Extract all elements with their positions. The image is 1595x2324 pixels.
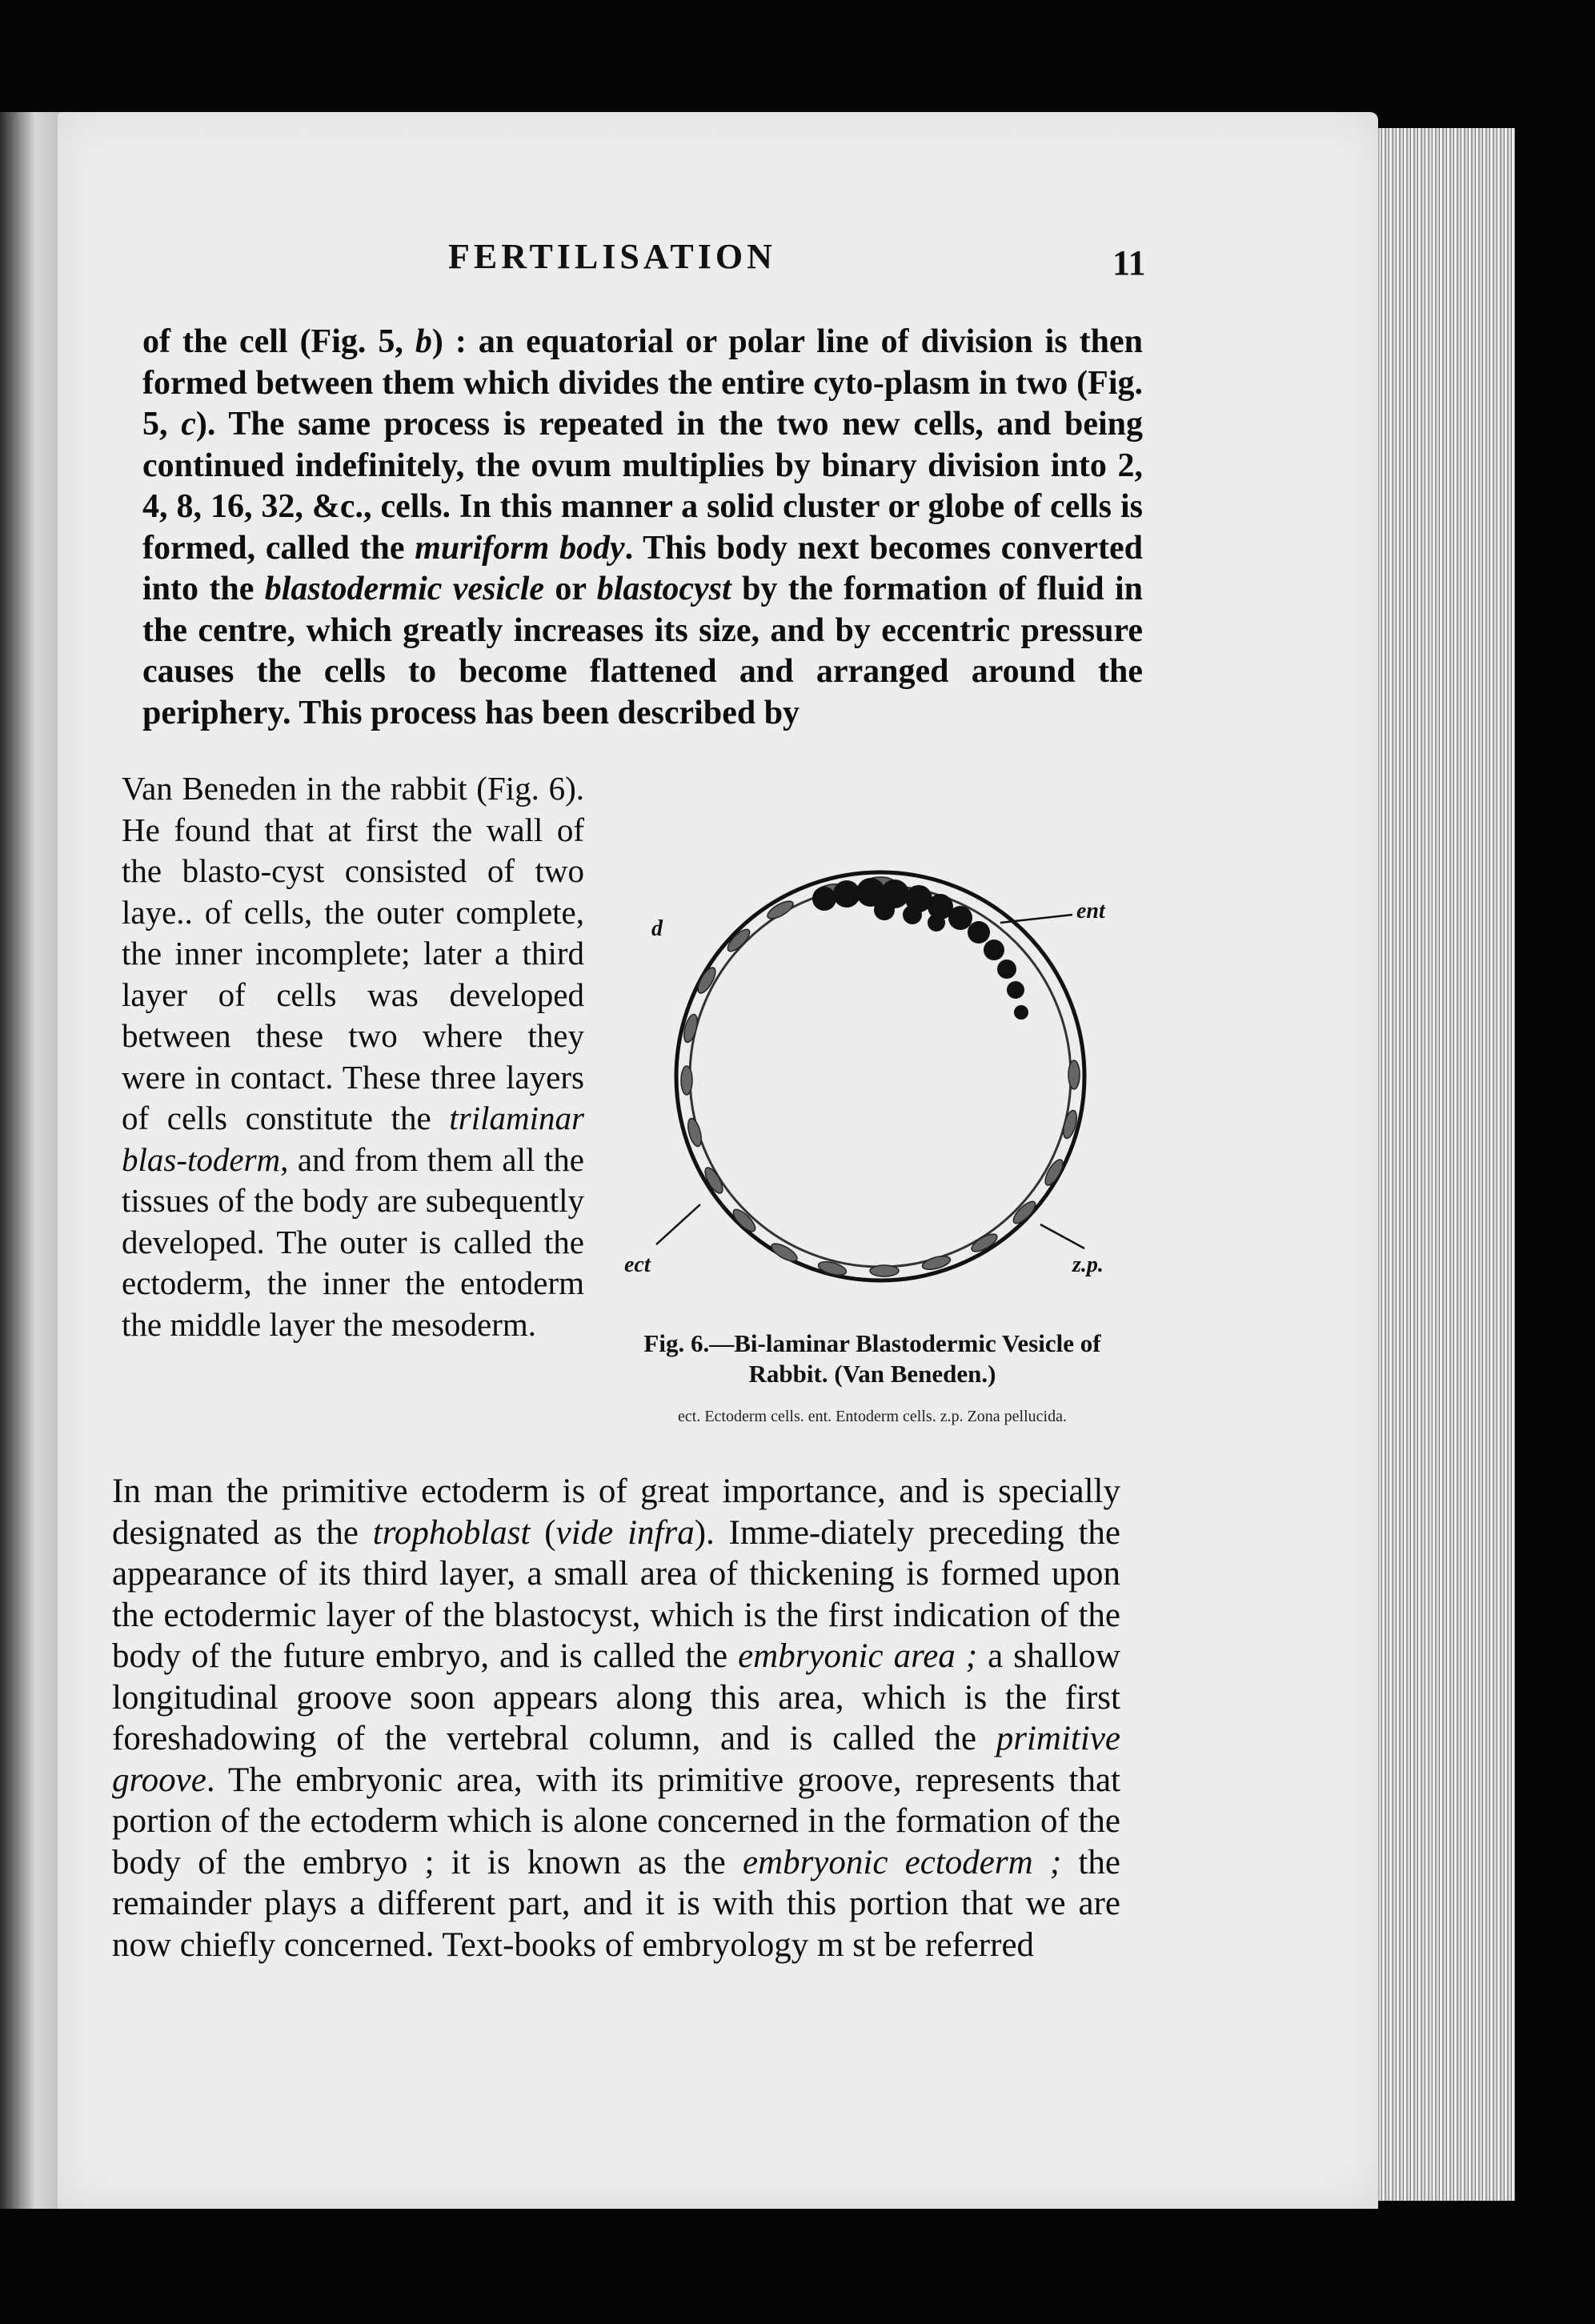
term-blastodermic-vesicle: blastodermic vesicle <box>264 571 545 607</box>
book-gutter-left <box>0 112 64 2209</box>
label-zp: z.p. <box>1072 1252 1104 1277</box>
entoderm-cells <box>812 878 1028 1020</box>
label-ent: ent <box>1076 899 1105 924</box>
ect-leader-line <box>656 1204 700 1244</box>
blastocyst-illustration <box>624 820 1136 1332</box>
figure-key: ect. Ectoderm cells. ent. Entoderm cells. z.p. Zona pellucida. <box>678 1408 1067 1425</box>
paragraph-primitive-ectoderm: In man the primitive ectoderm is of great importance, and is specially designated as the trophoblast (vide infra). Imme-diately preceding the appearance of its third layer, a small area of thickening is formed upon the ectodermic layer of the blastocyst, which is the first indication of the body of the future embryo, and is called the embryonic area ; a shallow longitudinal groove soon appears along this area, which is the first foreshadowing of the vertebral column, and is called the primitive groove. The embryonic area, with its primitive groove, represents that portion of the ectoderm which is alone concerned in the formation of the body of the embryo ; it is known as the embryonic ectoderm ; the remainder plays a different part, and it is with this portion that we are now chiefly concerned. Text-books of embryology m st be referred <box>112 1473 1120 1964</box>
term-vide-infra: vide infra <box>555 1513 695 1552</box>
term-muriform-body: muriform body <box>415 529 625 567</box>
paragraph-cell-division: of the cell (Fig. 5, b) : an equatorial or polar line of division is then formed between them which divides the entire cyto-plasm in two (Fig. 5, c). The same process is repeated in the two new cells, and being continued indefinitely, the ovum multiplies by binary division into 2, 4, 8, 16, 32, &c., cells. In this manner a solid cluster or globe of cells is formed, called the muriform body. This body next becomes converted into the blastodermic vesicle or blastocyst by the formation of fluid in the centre, which greatly increases its size, and by eccentric pressure causes the cells to become flattened and arranged around the periphery. This process has been described by <box>142 323 1144 731</box>
term-trophoblast: trophoblast <box>372 1513 531 1552</box>
term-trilaminar-blastoderm: trilaminar blas-toderm <box>122 1100 584 1178</box>
running-header: FERTILISATION <box>448 237 776 276</box>
figure-blastodermic-vesicle <box>624 820 1136 1332</box>
term-blastocyst: blastocyst <box>596 571 731 607</box>
label-ect: ect <box>624 1252 651 1277</box>
figure-caption: Fig. 6.—Bi-laminar Blastodermic Vesicle of Rabbit. (Van Beneden.) <box>643 1329 1101 1388</box>
book-page-edges <box>1375 128 1515 2201</box>
page-number: 11 <box>1112 243 1146 282</box>
paragraph-van-beneden: Van Beneden in the rabbit (Fig. 6). He found that at first the wall of the blasto-cyst consisted of two laye.. of cells, the outer complete, the inner incomplete; later a third layer of cells was developed between these two where they were in contact. These three layers of cells constitute the trilaminar blas-toderm, and from them all the tissues of the body are subequently developed. The outer is called the ectoderm, the inner the entoderm the middle layer the mesoderm. <box>122 770 584 1343</box>
zp-leader-line <box>1040 1224 1084 1248</box>
term-embryonic-area: embryonic area ; <box>738 1637 978 1675</box>
label-d: d <box>651 916 663 941</box>
ectoderm-cells <box>681 877 1080 1277</box>
term-primitive-groove: primitive groove <box>112 1720 1120 1799</box>
ectoderm-layer <box>690 886 1071 1267</box>
term-embryonic-ectoderm: embryonic ectoderm ; <box>742 1843 1062 1881</box>
